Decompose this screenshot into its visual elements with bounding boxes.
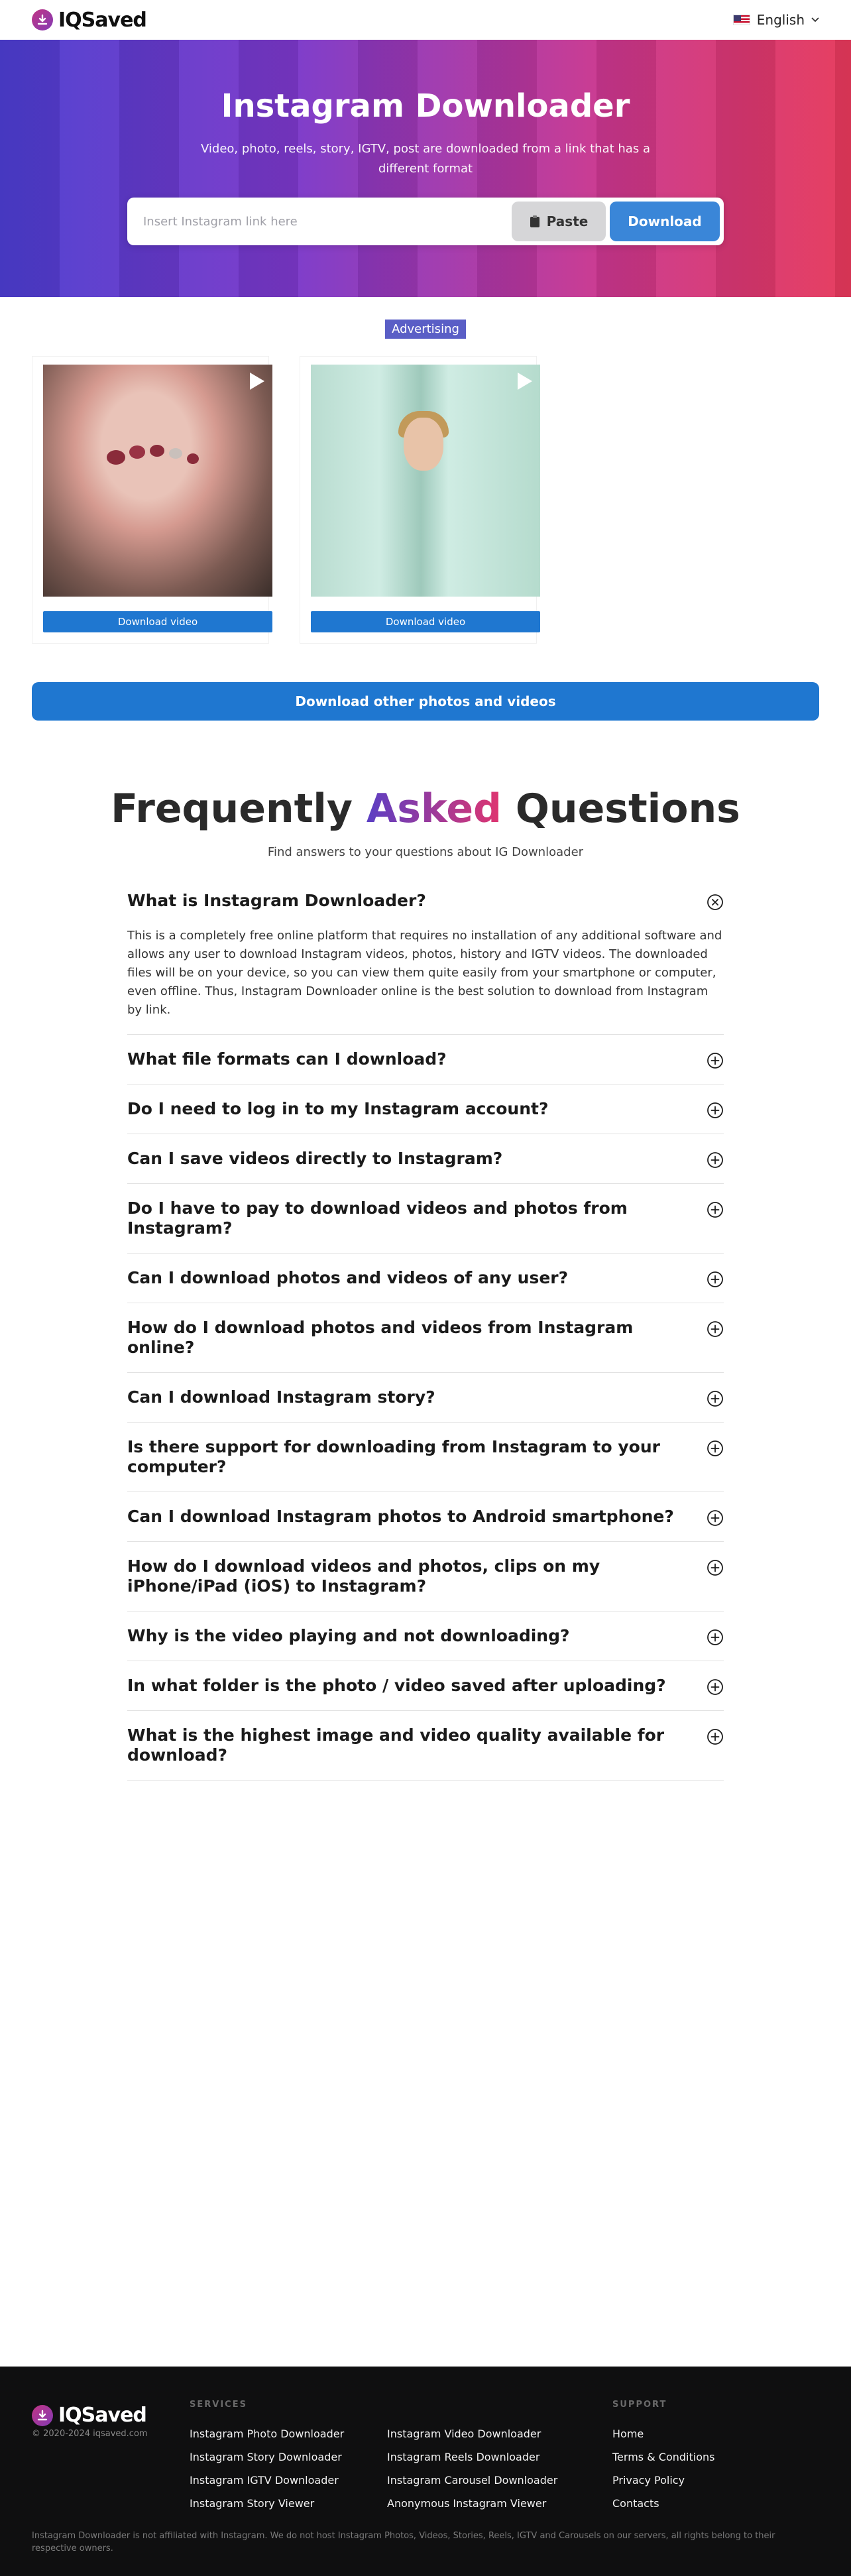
- faq-question: How do I download videos and photos, clips on my iPhone/iPad (iOS) to Instagram?: [127, 1556, 600, 1596]
- footer-link[interactable]: Instagram IGTV Downloader: [190, 2474, 339, 2487]
- faq-item: [127, 1035, 724, 1084]
- copyright: © 2020-2024 iqsaved.com: [32, 2429, 148, 2439]
- play-icon: [250, 373, 264, 390]
- services-column-1: [190, 2400, 344, 2519]
- faq-question: What is the highest image and video quality available for download?: [127, 1726, 665, 1765]
- paste-label: Paste: [546, 213, 589, 229]
- faq-question: Can I download Instagram story?: [127, 1387, 435, 1407]
- faq-question: Can I download Instagram photos to Android smartphone?: [127, 1507, 674, 1526]
- clipboard-icon: [530, 215, 540, 228]
- faq-question-row[interactable]: [127, 1507, 724, 1527]
- faq-question: Can I download photos and videos of any user?: [127, 1268, 569, 1287]
- page-title: Instagram Downloader: [221, 88, 630, 125]
- faq-question: Why is the video playing and not downloading?: [127, 1626, 570, 1645]
- faq-question-row[interactable]: [127, 1676, 724, 1696]
- paste-button[interactable]: [512, 202, 606, 241]
- faq-item: [127, 1611, 724, 1661]
- faq-question-row[interactable]: [127, 1199, 724, 1238]
- faq-question-row[interactable]: [127, 1556, 724, 1596]
- faq-item: [127, 1084, 724, 1134]
- play-icon: [518, 373, 532, 390]
- footer-logo-text: IQSaved: [58, 2404, 146, 2427]
- advertising-label: Advertising: [385, 320, 466, 339]
- faq-question: Can I save videos directly to Instagram?: [127, 1149, 503, 1168]
- plus-circle-icon[interactable]: [707, 1440, 724, 1457]
- faq-title-highlight: Asked: [366, 786, 502, 832]
- plus-circle-icon[interactable]: [707, 1320, 724, 1338]
- faq-item: [127, 1711, 724, 1781]
- chevron-down-icon: [811, 17, 819, 23]
- faq-item: [127, 1661, 724, 1711]
- faq-item: [127, 1542, 724, 1611]
- faq-title-part: Frequently: [111, 786, 353, 832]
- footer-link[interactable]: Instagram Video Downloader: [387, 2428, 541, 2440]
- logo-text: IQSaved: [58, 8, 146, 32]
- services-heading: SERVICES: [190, 2400, 247, 2410]
- faq-question: How do I download photos and videos from Instagram online?: [127, 1318, 634, 1357]
- plus-circle-icon[interactable]: [707, 1052, 724, 1069]
- support-heading: SUPPORT: [612, 2400, 667, 2410]
- faq-question-row[interactable]: [127, 1437, 724, 1477]
- ad-download-button[interactable]: Download video: [311, 611, 540, 632]
- faq-question-row[interactable]: [127, 1149, 724, 1169]
- footer-link-contacts[interactable]: Contacts: [612, 2497, 659, 2510]
- faq-question: Do I need to log in to my Instagram account?: [127, 1099, 549, 1118]
- faq-question: Is there support for downloading from Instagram to your computer?: [127, 1437, 660, 1476]
- faq-title-part: Questions: [515, 786, 740, 832]
- faq-item: [127, 1492, 724, 1542]
- download-other-button[interactable]: Download other photos and videos: [32, 682, 819, 721]
- faq-item: [127, 1184, 724, 1254]
- faq-question-row[interactable]: [127, 1387, 724, 1407]
- plus-circle-icon[interactable]: [707, 1678, 724, 1696]
- support-column: [612, 2400, 714, 2519]
- faq-answer: This is a completely free online platform that requires no installation of any additional software and allows any user to download Instagram videos, photos, history and IGTV videos. The downloaded files will be on your device, so you can view them quite easily from your smartphone or computer, even offline. Thus, Instagram Downloader online is the best solution to download from Instagram by link.: [127, 929, 722, 1017]
- footer-logo[interactable]: [32, 2404, 146, 2427]
- faq-list: [127, 891, 724, 1781]
- plus-circle-icon[interactable]: [707, 1271, 724, 1288]
- download-button[interactable]: Download: [610, 202, 720, 241]
- faq-item: [127, 1134, 724, 1184]
- language-label: English: [756, 12, 805, 28]
- faq-item: [127, 891, 724, 1035]
- faq-question-row[interactable]: [127, 1318, 724, 1358]
- footer-link-home[interactable]: Home: [612, 2428, 644, 2440]
- footer-link[interactable]: Instagram Carousel Downloader: [387, 2474, 558, 2487]
- footer-link[interactable]: Instagram Story Downloader: [190, 2451, 342, 2463]
- faq-item: [127, 1423, 724, 1492]
- logo[interactable]: [32, 9, 146, 32]
- faq-question-row[interactable]: [127, 1626, 724, 1646]
- hero-section: [0, 40, 851, 297]
- faq-title: [0, 786, 851, 832]
- faq-question: Do I have to pay to download videos and photos from Instagram?: [127, 1199, 628, 1238]
- ad-image-face: [404, 418, 443, 471]
- footer-link[interactable]: Anonymous Instagram Viewer: [387, 2497, 547, 2510]
- footer-link[interactable]: Instagram Reels Downloader: [387, 2451, 540, 2463]
- faq-question-row[interactable]: [127, 1726, 724, 1765]
- faq-item: [127, 1254, 724, 1303]
- footer-link[interactable]: Instagram Photo Downloader: [190, 2428, 345, 2440]
- footer-link-terms[interactable]: Terms & Conditions: [612, 2451, 715, 2463]
- site-footer: [0, 2367, 851, 2576]
- plus-circle-icon[interactable]: [707, 1102, 724, 1119]
- services-column-2: [387, 2400, 557, 2519]
- faq-question-row[interactable]: [127, 891, 724, 911]
- search-bar: [127, 198, 724, 245]
- faq-item: [127, 1303, 724, 1373]
- ad-card: [32, 356, 269, 644]
- ad-list: [0, 356, 851, 644]
- link-input[interactable]: [143, 215, 512, 229]
- faq-question: In what folder is the photo / video saved after uploading?: [127, 1676, 666, 1695]
- ad-card: [300, 356, 537, 644]
- footer-link[interactable]: Instagram Story Viewer: [190, 2497, 315, 2510]
- faq-subtitle: Find answers to your questions about IG Downloader: [267, 845, 584, 859]
- plus-circle-icon[interactable]: [707, 1151, 724, 1169]
- ad-download-button[interactable]: Download video: [43, 611, 272, 632]
- faq-question-row[interactable]: [127, 1099, 724, 1119]
- faq-question-row[interactable]: [127, 1268, 724, 1288]
- footer-link-privacy[interactable]: Privacy Policy: [612, 2474, 685, 2487]
- plus-circle-icon[interactable]: [707, 1201, 724, 1218]
- footer-disclaimer: Instagram Downloader is not affiliated with Instagram. We do not host Instagram Photos, Videos, Stories, Reels, IGTV and Carousels on our servers, all rights belong to their respective owners.: [32, 2531, 775, 2553]
- site-header: [0, 0, 851, 40]
- logo-icon: [32, 9, 53, 30]
- hero-subtitle: Video, photo, reels, story, IGTV, post are downloaded from a link that has a different format: [201, 142, 650, 176]
- ad-video-thumbnail[interactable]: [43, 365, 272, 597]
- faq-question: What is Instagram Downloader?: [127, 891, 426, 910]
- us-flag-icon: [733, 15, 750, 25]
- plus-circle-icon[interactable]: [707, 1728, 724, 1745]
- plus-circle-icon[interactable]: [707, 1559, 724, 1576]
- ad-image: [96, 438, 215, 517]
- plus-circle-icon[interactable]: [707, 1390, 724, 1407]
- faq-question: What file formats can I download?: [127, 1049, 447, 1069]
- plus-circle-icon[interactable]: [707, 1509, 724, 1527]
- ad-video-thumbnail[interactable]: [311, 365, 540, 597]
- faq-item: [127, 1373, 724, 1423]
- logo-icon: [32, 2405, 53, 2426]
- plus-circle-icon[interactable]: [707, 1629, 724, 1646]
- close-circle-icon[interactable]: [707, 894, 724, 911]
- language-selector[interactable]: [733, 12, 819, 28]
- faq-question-row[interactable]: [127, 1049, 724, 1069]
